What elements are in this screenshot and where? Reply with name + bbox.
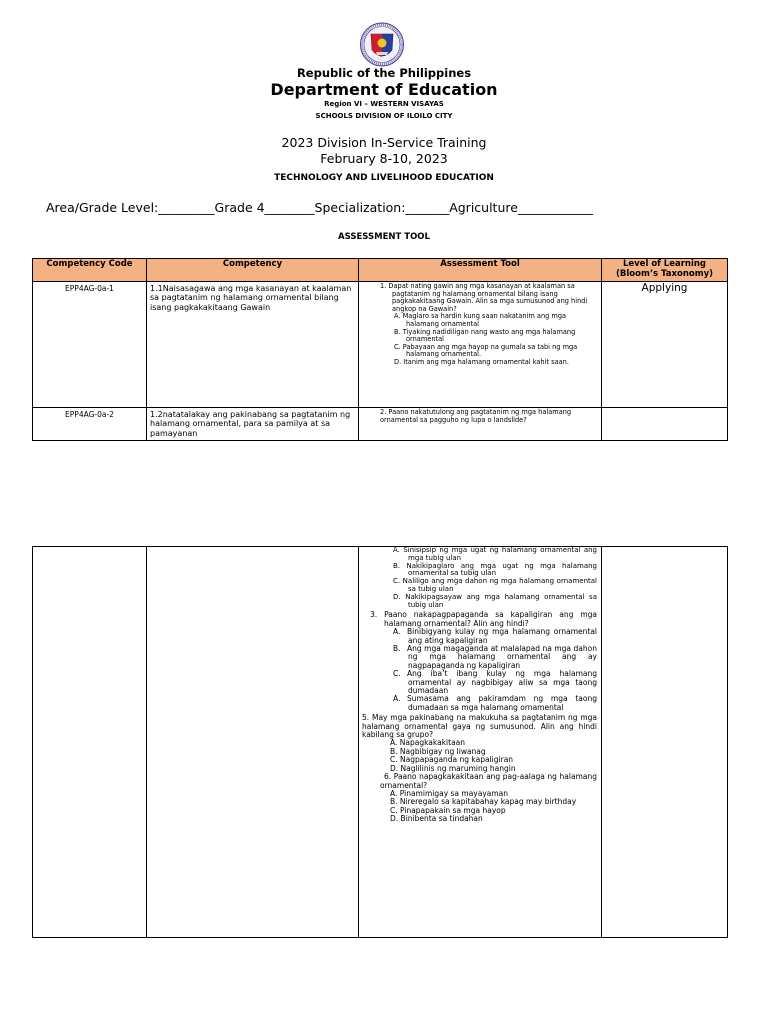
question-text: 3. Paano nakapagpapaganda sa kapaligiran ang mga halamang ornamental? Alin ang hindi? [370, 610, 597, 628]
choice-item: A. Pinamimigay sa mayayaman [390, 788, 509, 798]
choice-label: B. [393, 644, 401, 653]
table-header-row [33, 259, 728, 282]
choice-item: B. Nakikipaglaro ang mga ugat ng mga halamang ornamental sa tubig ulan [393, 561, 597, 578]
choice-item: Ang iba’t ibang kulay ng mga halamang ornamental ay nagbibigay aliw sa mga taong dumadaan [407, 669, 597, 696]
choice-item: Sumasama ang pakiramdam ng mga taong dumadaan sa mga halamang ornamental [407, 694, 597, 712]
assessment-cell [359, 282, 602, 408]
competency-code-cell [33, 547, 147, 938]
level-cell: Applying [602, 282, 728, 408]
choice-item: D. Naglilinis ng maruming hangin [390, 763, 516, 773]
choice-item: B. Tiyaking nadidiligan nang wasto ang mga halamang ornamental [394, 327, 576, 344]
choice-label: A. [393, 694, 401, 704]
competency-code-cell: EPP4AG-0a-2 [33, 408, 147, 441]
training-title: 2023 Division In-Service Training [281, 135, 487, 150]
region-line: Region VI – WESTERN VISAYAS [324, 100, 444, 108]
choice-item: B. Nagbibigay ng liwanag [390, 746, 486, 756]
choice-item: D. Binibenta sa tindahan [390, 814, 483, 824]
republic-heading: Republic of the Philippines [296, 66, 472, 80]
level-cell [602, 408, 728, 441]
choice-item: D. Itanim ang mga halamang ornamental kahit saan. [394, 357, 569, 366]
assessment-table [32, 258, 728, 441]
assessment-table-continued [32, 546, 728, 938]
choice-item: Binibigyang kulay ng mga halamang ornamental ang ating kapaligiran [407, 627, 597, 645]
choice-item: D. Nakikipagsayaw ang mga halamang ornamental sa tubig ulan [393, 592, 597, 609]
question-text-continued: ornamental sa pagguho ng lupa o landslide? [380, 415, 527, 424]
choice-item: C. Pabayaan ang mga hayop na gumala sa tabi ng mga halamang ornamental. [394, 342, 578, 359]
choice-item: A. Napagkakakitaan [390, 738, 466, 748]
choice-item: Ang mga magaganda at malalapad na mga dahon ng mga halamang ornamental ang ay nagpapaganda ng kapaligiran [407, 644, 597, 670]
deped-seal-logo [354, 22, 410, 67]
choice-item: A. Maglaro sa hardin kung saan nakatanim ang mga halamang ornamental [394, 312, 567, 328]
choice-label: C. [393, 669, 401, 679]
area-grade-line: Area/Grade Level:_________Grade 4________Specialization:_______Agriculture____________ [46, 200, 593, 215]
level-cell [602, 547, 728, 938]
header-competency-code: Competency Code [33, 259, 147, 282]
department-heading: Department of Education [270, 80, 498, 99]
table-row [33, 282, 728, 408]
choice-item: C. Pinapapakain sa mga hayop [390, 805, 506, 815]
choice-item: A. Sinisipsip ng mga ugat ng halamang ornamental ang mga tubig ulan [393, 546, 597, 562]
header-level-of-learning: Level of Learning (Bloom’s Taxonomy) [602, 259, 728, 282]
assessment-cell [359, 547, 602, 938]
question-text: 1. Dapat nating gawin ang mga kasanayan at kaalaman sa pagtatanim ng halamang ornamental bilang isang pagkakakitaang Gawain. Alin sa mga sumusunod ang hindi angkop na Gawain? [380, 282, 588, 313]
header-competency: Competency [147, 259, 359, 282]
subject-heading: TECHNOLOGY AND LIVELIHOOD EDUCATION [274, 173, 494, 183]
table-row [33, 547, 728, 938]
choice-item: C. Naliligo ang mga dahon ng mga halamang ornamental sa tubig ulan [393, 577, 597, 593]
assessment-cell [359, 408, 602, 441]
assessment-tool-heading: ASSESSMENT TOOL [338, 232, 430, 242]
competency-cell: 1.1Naisasagawa ang mga kasanayan at kaalaman sa pagtatanim ng halamang ornamental bilang isang pagkakakitaang Gawain [147, 282, 359, 408]
competency-cell: 1.2natatalakay ang pakinabang sa pagtatanim ng halamang ornamental, para sa pamilya at sa pamayanan [147, 408, 359, 441]
training-dates: February 8-10, 2023 [320, 151, 448, 166]
choice-item: B. Nireregalo sa kapitabahay kapag may birthday [390, 797, 577, 807]
division-line: SCHOOLS DIVISION OF ILOILO CITY [315, 112, 453, 120]
question-text: 2. Paano nakatutulong ang pagtatanim ng mga halamang [380, 408, 572, 416]
question-text: 6. Paano napagkakakitaan ang pag-aalaga ng halamang ornamental? [380, 772, 597, 790]
table-row [33, 408, 728, 441]
choice-label: A. [393, 627, 401, 637]
competency-code-cell: EPP4AG-0a-1 [33, 282, 147, 408]
question-text: 5. May mga pakinabang na makukuha sa pagtatanim ng mga halamang ornamental gaya ng sumusunod. Alin ang hindi kabilang sa grupo? [362, 713, 597, 740]
competency-cell [147, 547, 359, 938]
header-assessment-tool: Assessment Tool [359, 259, 602, 282]
choice-item: C. Nagpapaganda ng kapaligiran [390, 755, 514, 765]
